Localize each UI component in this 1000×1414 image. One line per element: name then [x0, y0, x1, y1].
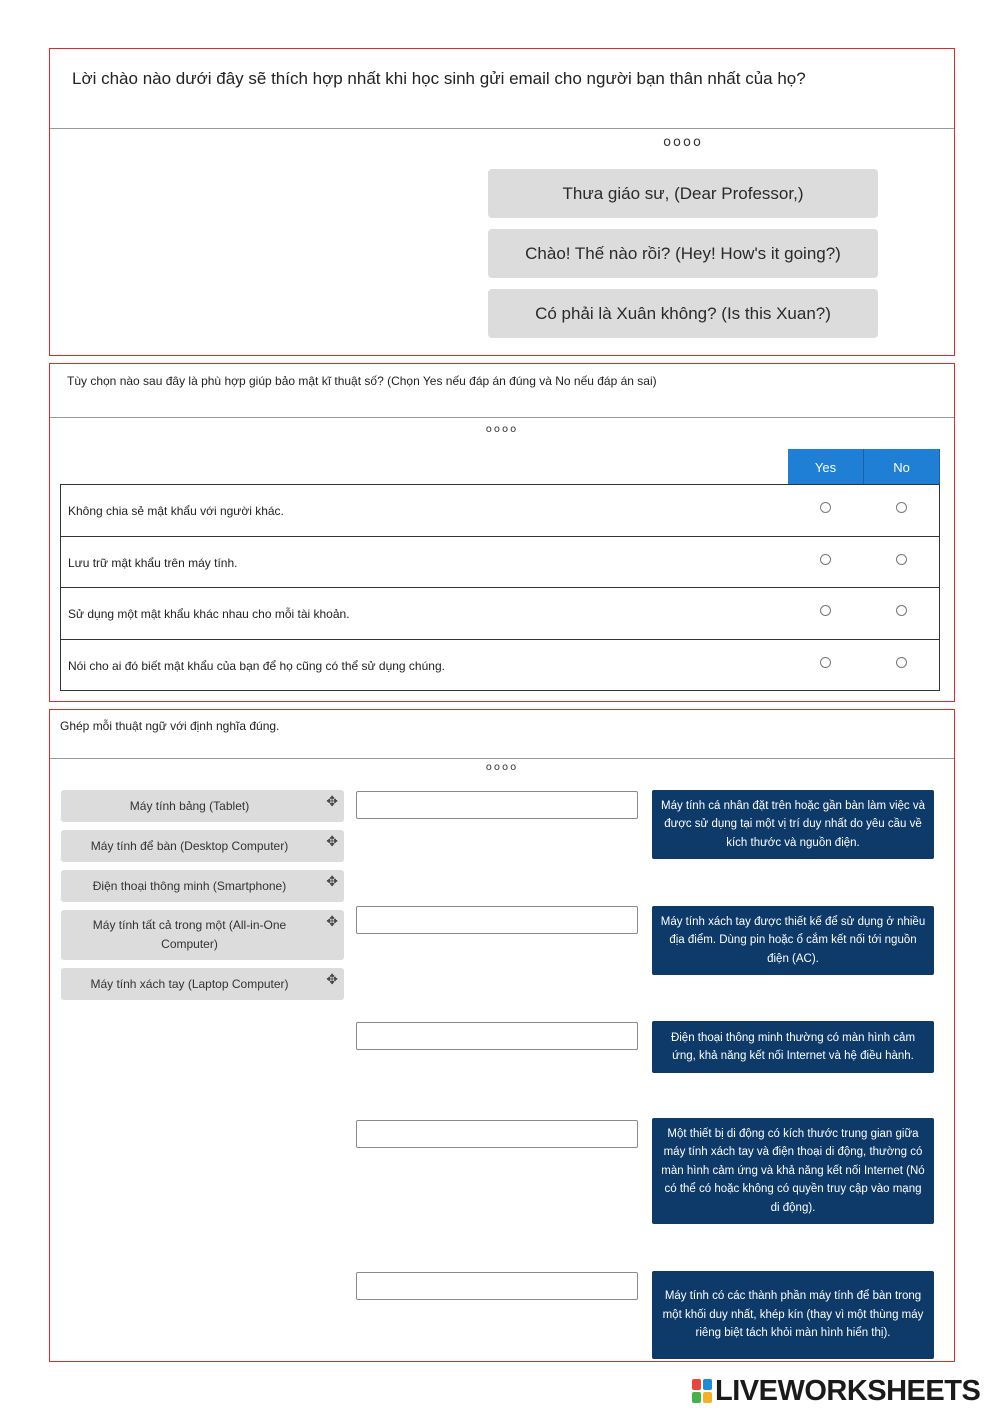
- drop-target-1[interactable]: [356, 791, 638, 819]
- drag-term-all-in-one[interactable]: [61, 910, 344, 960]
- question-3-header: [50, 710, 954, 759]
- drop-target-5[interactable]: [356, 1272, 638, 1300]
- drop-target-3[interactable]: [356, 1022, 638, 1050]
- row-statement: Sử dụng một mật khẩu khác nhau cho mỗi tài khoản.: [68, 607, 350, 621]
- move-icon: ✥: [326, 972, 338, 988]
- move-icon: ✥: [326, 794, 338, 810]
- yes-no-rows: [60, 484, 940, 691]
- definition-2: Máy tính xách tay được thiết kế để sử dụng ở nhiều địa điểm. Dùng pin hoặc ổ cắm kết nối tới nguồn điện (AC).: [652, 906, 934, 975]
- logo-square-red: [692, 1379, 701, 1390]
- move-icon: ✥: [326, 914, 338, 930]
- table-row: [61, 537, 939, 589]
- drop-target-4[interactable]: [356, 1120, 638, 1148]
- yes-radio[interactable]: [820, 657, 831, 668]
- question-3-text: Ghép mỗi thuật ngữ với định nghĩa đúng.: [60, 719, 280, 733]
- logo-text: LIVEWORKSHEETS: [715, 1374, 981, 1407]
- no-column-header: No: [864, 449, 940, 485]
- liveworksheets-logo: [692, 1374, 980, 1408]
- question-2-progress-dots: oooo: [485, 424, 519, 435]
- question-3-progress-dots: oooo: [485, 762, 519, 773]
- logo-square-yellow: [703, 1392, 712, 1403]
- question-1-progress-dots: oooo: [663, 135, 703, 150]
- drag-term-label: Điện thoại thông minh (Smartphone): [92, 878, 287, 893]
- no-radio[interactable]: [896, 605, 907, 616]
- row-statement: Nói cho ai đó biết mật khẩu của bạn để họ cũng có thể sử dụng chúng.: [68, 658, 445, 673]
- no-radio[interactable]: [896, 657, 907, 668]
- yes-radio[interactable]: [820, 554, 831, 565]
- move-icon: ✥: [326, 874, 338, 890]
- yes-radio[interactable]: [820, 502, 831, 513]
- row-statement: Không chia sẻ mật khẩu với người khác.: [68, 504, 284, 518]
- logo-grid-icon: [692, 1379, 712, 1403]
- definition-1: Máy tính cá nhân đặt trên hoặc gần bàn làm việc và được sử dụng tại một vị trí duy nhất do yêu cầu về kích thước và nguồn điện.: [652, 790, 934, 859]
- drag-term-label: Máy tính để bàn (Desktop Computer): [90, 838, 289, 853]
- definition-5: Máy tính có các thành phần máy tính để bàn trong một khối duy nhất, khép kín (thay vì một thùng máy riêng biệt tách khỏi màn hình hiển thị).: [652, 1271, 934, 1359]
- drag-term-laptop[interactable]: [61, 968, 344, 1000]
- row-statement: Lưu trữ mật khẩu trên máy tính.: [68, 555, 238, 570]
- drag-term-smartphone[interactable]: [61, 870, 344, 902]
- yes-column-header: Yes: [788, 449, 864, 485]
- yes-radio[interactable]: [820, 605, 831, 616]
- definition-3: Điện thoại thông minh thường có màn hình cảm ứng, khả năng kết nối Internet và hệ điều hành.: [652, 1021, 934, 1073]
- drag-term-desktop[interactable]: [61, 830, 344, 862]
- drop-target-2[interactable]: [356, 906, 638, 934]
- answer-option-3[interactable]: Có phải là Xuân không? (Is this Xuan?): [488, 289, 878, 338]
- question-3-card: [49, 709, 955, 1362]
- move-icon: ✥: [326, 834, 338, 850]
- drag-term-tablet[interactable]: [61, 790, 344, 822]
- table-row: [61, 588, 939, 640]
- question-1-text: Lời chào nào dưới đây sẽ thích hợp nhất khi học sinh gửi email cho người bạn thân nhất của họ?: [72, 69, 806, 88]
- question-2-text: Tùy chọn nào sau đây là phù hợp giúp bảo mật kĩ thuật số? (Chọn Yes nếu đáp án đúng và No nếu đáp án sai): [67, 374, 657, 388]
- logo-square-green: [692, 1392, 701, 1403]
- definition-4: Một thiết bị di động có kích thước trung gian giữa máy tính xách tay và điện thoại di động, thường có màn hình cảm ứng và khả năng kết nối Internet (Nó có thể có hoặc không có quyền truy cập vào mạng di động).: [652, 1118, 934, 1224]
- yes-no-header: [788, 449, 940, 485]
- table-row: [61, 640, 939, 692]
- question-1-card: [49, 48, 955, 356]
- no-radio[interactable]: [896, 554, 907, 565]
- no-radio[interactable]: [896, 502, 907, 513]
- answer-option-2[interactable]: Chào! Thế nào rồi? (Hey! How's it going?): [488, 229, 878, 278]
- drag-term-label: Máy tính bảng (Tablet): [129, 798, 250, 813]
- logo-square-blue: [703, 1379, 712, 1390]
- question-2-header: [50, 364, 954, 418]
- drag-term-label: Máy tính xách tay (Laptop Computer): [90, 976, 289, 991]
- question-1-header: [50, 49, 954, 129]
- question-2-card: [49, 363, 955, 702]
- table-row: [61, 485, 939, 537]
- drag-term-label: Máy tính tất cả trong một (All-in-One Computer): [92, 918, 287, 951]
- answer-option-1[interactable]: Thưa giáo sư, (Dear Professor,): [488, 169, 878, 218]
